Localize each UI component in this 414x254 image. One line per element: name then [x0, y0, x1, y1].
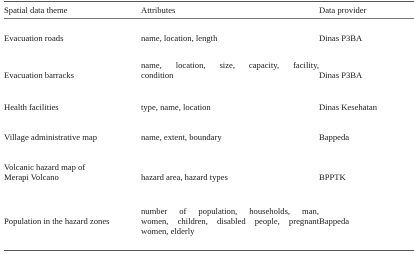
header-attributes: Attributes: [141, 5, 176, 15]
row-5-theme-line-1: Volcanic hazard map of: [4, 162, 86, 172]
row-4-attributes: name, extent, boundary: [141, 132, 222, 142]
row-3-theme: Health facilities: [4, 102, 59, 112]
header-data-provider: Data provider: [319, 5, 367, 15]
row-6-provider: Bappeda: [319, 216, 350, 226]
row-2-provider: Dinas P3BA: [319, 70, 363, 80]
row-5-provider: BPPTK: [319, 172, 346, 182]
row-2-attributes-line-2: condition: [141, 70, 174, 80]
row-1-provider: Dinas P3BA: [319, 33, 363, 43]
row-5-theme-line-2: Merapi Volcano: [4, 172, 59, 182]
header-rule: [4, 18, 414, 19]
row-2-theme: Evacuation barracks: [4, 70, 74, 80]
header-spatial-data-theme: Spatial data theme: [4, 5, 68, 15]
data-sources-table: [4, 0, 414, 254]
row-3-provider: Dinas Kesehatan: [319, 102, 377, 112]
row-2-attributes-line-1: name, location, size, capacity, facility,: [141, 60, 319, 70]
row-3-attributes: type, name, location: [141, 102, 211, 112]
row-6-attributes-line-2: women, children, disabled people, pregnant: [141, 216, 319, 226]
row-6-attributes-line-3: women, elderly: [141, 226, 195, 236]
row-6-attributes-line-1: number of population, households, man,: [141, 206, 319, 216]
row-1-attributes: name, location, length: [141, 33, 218, 43]
row-5-attributes: hazard area, hazard types: [141, 172, 228, 182]
table-bottom-rule: [4, 250, 414, 251]
row-4-theme: Village administrative map: [4, 132, 98, 142]
row-1-theme: Evacuation roads: [4, 33, 64, 43]
row-4-provider: Bappeda: [319, 132, 350, 142]
table-top-rule: [4, 1, 414, 2]
row-6-theme: Population in the hazard zones: [4, 216, 110, 226]
